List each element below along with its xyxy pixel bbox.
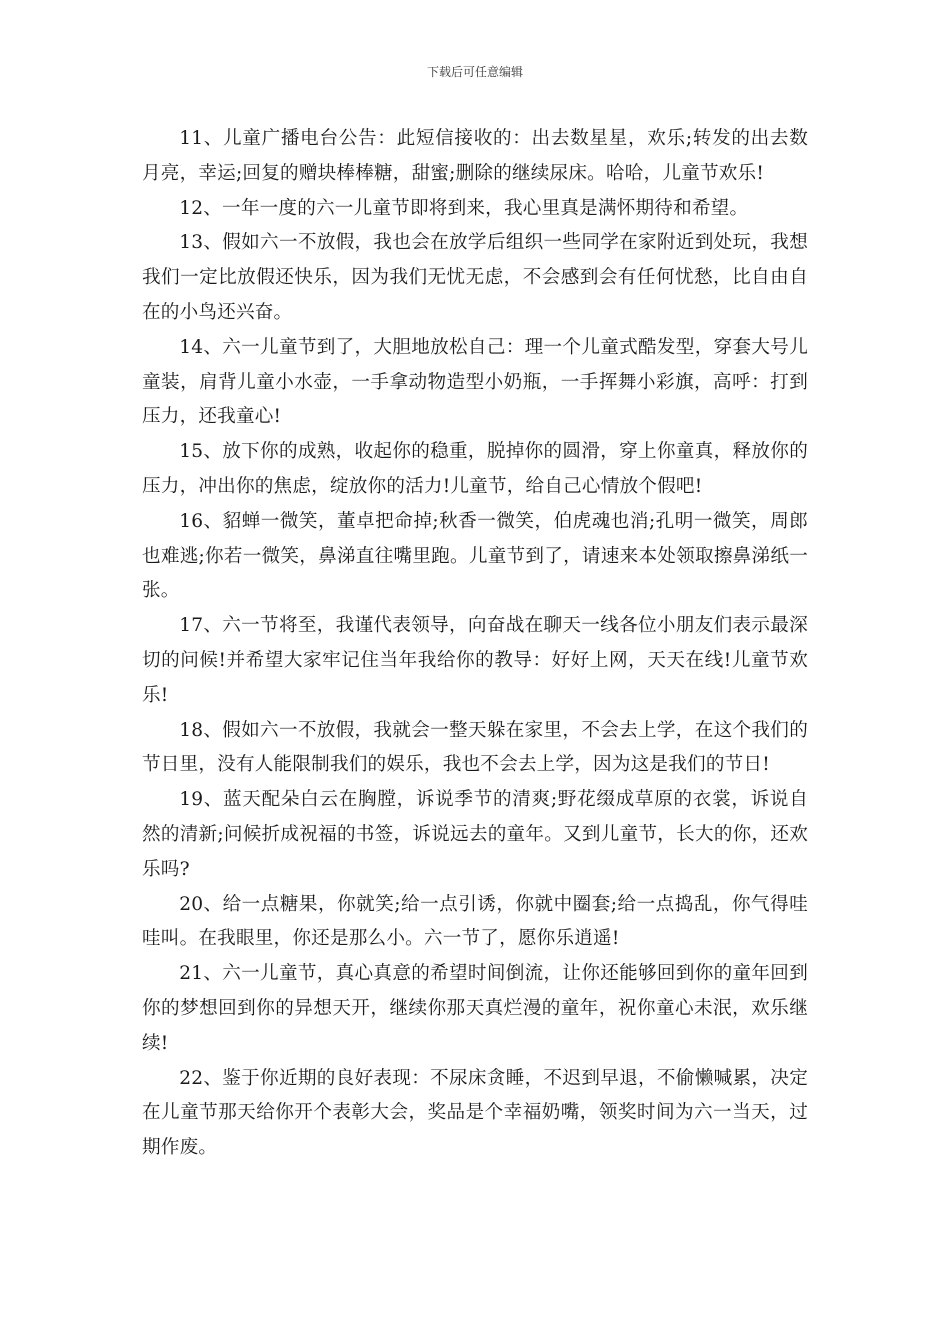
paragraph-18: 18、假如六一不放假，我就会一整天躲在家里，不会去上学，在这个我们的节日里，没有人能限制我们的娱乐，我也不会去上学，因为这是我们的节日! bbox=[142, 719, 808, 776]
paragraph-11: 11、儿童广播电台公告：此短信接收的：出去数星星，欢乐;转发的出去数月亮，幸运;回复的赠块棒棒糖，甜蜜;删除的继续尿床。哈哈，儿童节欢乐! bbox=[142, 128, 808, 184]
document-body bbox=[142, 122, 808, 1166]
paragraph-14: 14、六一儿童节到了，大胆地放松自己：理一个儿童式酷发型，穿套大号儿童装，肩背儿童小水壶，一手拿动物造型小奶瓶，一手挥舞小彩旗，高呼：打到压力，还我童心! bbox=[142, 336, 808, 428]
paragraph-16: 16、貂蝉一微笑，董卓把命掉;秋香一微笑，伯虎魂也消;孔明一微笑，周郎也难逃;你若一微笑，鼻涕直往嘴里跑。儿童节到了，请速来本处领取擦鼻涕纸一张。 bbox=[142, 510, 808, 602]
paragraph-15: 15、放下你的成熟，收起你的稳重，脱掉你的圆滑，穿上你童真，释放你的压力，冲出你的焦虑，绽放你的活力!儿童节，给自己心情放个假吧! bbox=[142, 441, 808, 497]
paragraph-13: 13、假如六一不放假，我也会在放学后组织一些同学在家附近到处玩，我想我们一定比放假还快乐，因为我们无忧无虑，不会感到会有任何忧愁，比自由自在的小鸟还兴奋。 bbox=[142, 232, 808, 323]
paragraph-20: 20、给一点糖果，你就笑;给一点引诱，你就中圈套;给一点捣乱，你气得哇哇叫。在我眼里，你还是那么小。六一节了，愿你乐逍遥! bbox=[142, 893, 808, 950]
paragraph-17: 17、六一节将至，我谨代表领导，向奋战在聊天一线各位小朋友们表示最深切的问候!并希望大家牢记住当年我给你的教导：好好上网，天天在线!儿童节欢乐! bbox=[142, 615, 808, 706]
page-header: 下载后可任意编辑 bbox=[426, 65, 523, 79]
paragraph-19: 19、蓝天配朵白云在胸膛，诉说季节的清爽;野花缀成草原的衣裳，诉说自然的清新;问候折成祝福的书签，诉说远去的童年。又到儿童节，长大的你，还欢乐吗? bbox=[142, 789, 808, 880]
paragraph-22: 22、鉴于你近期的良好表现：不尿床贪睡，不迟到早退，不偷懒喊累，决定在儿童节那天给你开个表彰大会，奖品是个幸福奶嘴，领奖时间为六一当天，过期作废。 bbox=[142, 1067, 808, 1159]
paragraph-12: 12、一年一度的六一儿童节即将到来，我心里真是满怀期待和希望。 bbox=[179, 197, 749, 219]
paragraph-21: 21、六一儿童节，真心真意的希望时间倒流，让你还能够回到你的童年回到你的梦想回到你的异想天开，继续你那天真烂漫的童年，祝你童心未泯，欢乐继续! bbox=[142, 963, 808, 1054]
